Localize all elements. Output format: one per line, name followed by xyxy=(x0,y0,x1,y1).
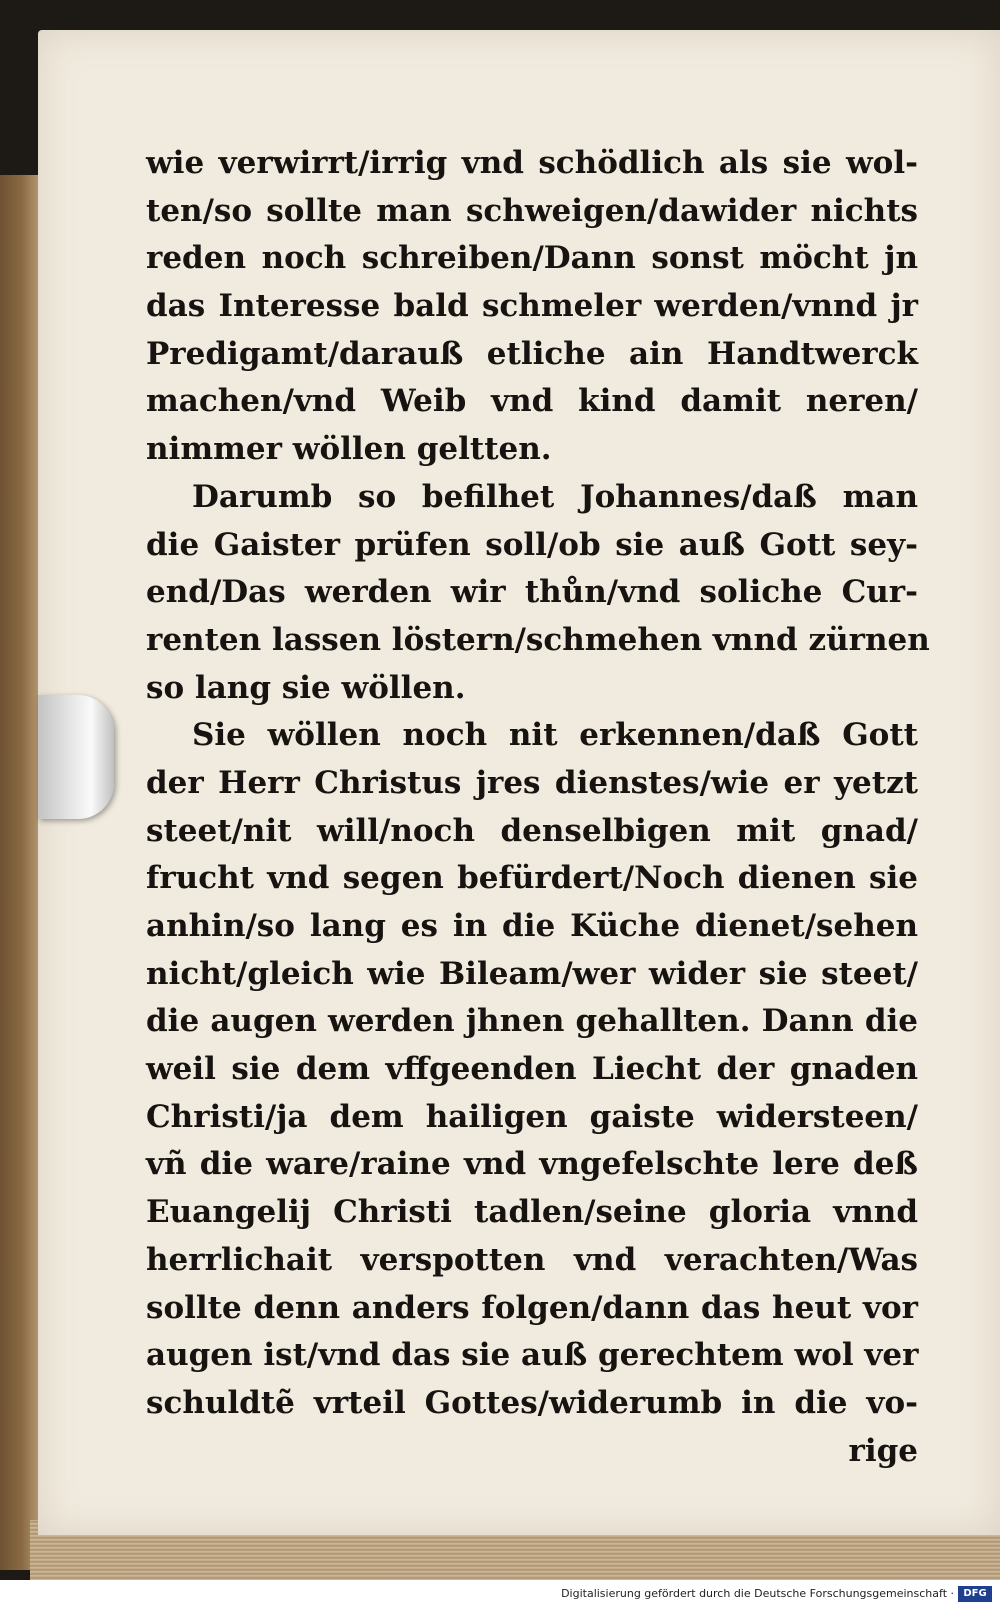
text-line: Predigamt/darauß etliche ain Handtwerck xyxy=(146,335,918,372)
text-line: sollte denn anders folgen/dann das heut vor xyxy=(146,1289,918,1326)
dfg-logo: DFG xyxy=(958,1586,992,1602)
text-line: reden noch schreiben/Dann sonst möcht jn xyxy=(146,240,918,277)
text-line: wie verwirrt/irrig vnd schödlich als sie wol- xyxy=(146,145,918,181)
text-line: nimmer wöllen geltten. xyxy=(146,431,552,468)
text-line: Darumb so befilhet Johannes/daß man xyxy=(192,478,918,515)
text-line: renten lassen löstern/schmehen vnnd zürnen xyxy=(146,621,930,658)
digitization-footer xyxy=(0,1580,1000,1609)
text-line: frucht vnd segen befürdert/Noch dienen sie xyxy=(146,860,918,897)
text-line: weil sie dem vffgeenden Liecht der gnaden xyxy=(146,1051,918,1088)
text-line: herrlichait verspotten vnd verachten/Was xyxy=(146,1241,918,1278)
text-line: Euangelij Christi tadlen/seine gloria vnnd xyxy=(146,1194,918,1231)
text-line: ten/so sollte man schweigen/dawider nichts xyxy=(146,192,918,229)
funding-credit: Digitalisierung gefördert durch die Deutsche Forschungsgemeinschaft · xyxy=(561,1587,954,1600)
text-line: die augen werden jhnen gehallten. Dann die xyxy=(146,1003,918,1040)
text-line: so lang sie wöllen. xyxy=(146,669,466,706)
book-page xyxy=(38,30,1000,1535)
book-left-edge xyxy=(0,175,40,1570)
text-line: das Interesse bald schmeler werden/vnnd jr xyxy=(146,288,918,325)
text-line: machen/vnd Weib vnd kind damit neren/ xyxy=(146,383,918,420)
text-line: augen ist/vnd das sie auß gerechtem wol ver xyxy=(146,1337,919,1374)
text-line: schuldtẽ vrteil Gottes/widerumb in die vo- xyxy=(146,1384,918,1421)
page-clip xyxy=(38,695,114,819)
text-line: Sie wöllen noch nit erkennen/daß Gott xyxy=(192,717,918,754)
text-line: der Herr Christus jres dienstes/wie er yetzt xyxy=(146,764,918,801)
text-line: end/Das werden wir thůn/vnd soliche Cur- xyxy=(146,574,918,611)
text-line: Christi/ja dem hailigen gaiste widersteen/ xyxy=(146,1098,918,1135)
text-line: nicht/gleich wie Bileam/wer wider sie steet/ xyxy=(146,955,918,992)
text-line: die Gaister prüfen soll/ob sie auß Gott sey- xyxy=(146,526,918,563)
page-text xyxy=(146,140,930,1475)
catchword: rige xyxy=(848,1432,918,1469)
text-line: steet/nit will/noch denselbigen mit gnad/ xyxy=(146,812,918,849)
text-line: anhin/so lang es in die Küche dienet/sehen xyxy=(146,908,918,944)
text-line: vñ die ware/raine vnd vngefelschte lere deß xyxy=(146,1146,918,1183)
